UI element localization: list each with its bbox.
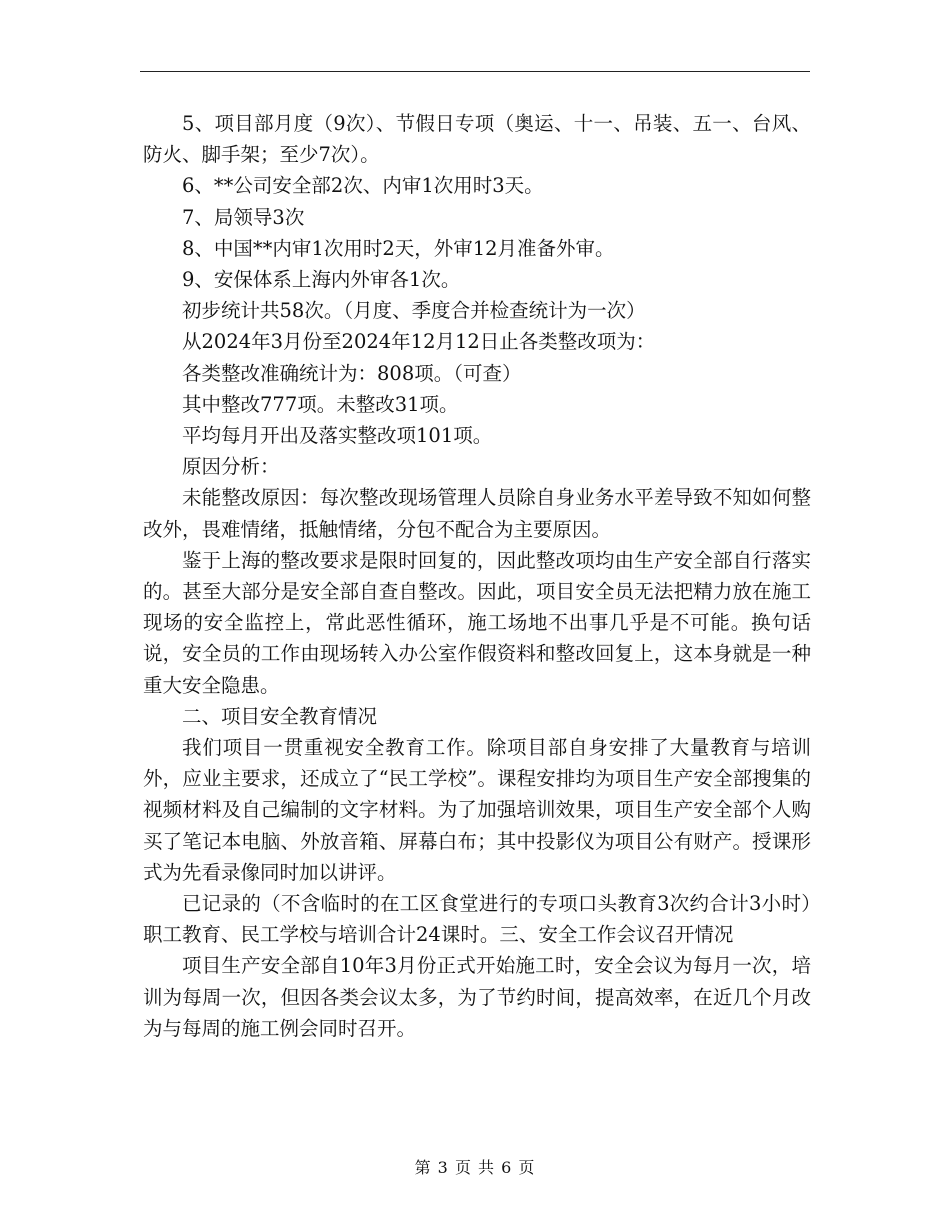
education-record-paragraph: 已记录的（不含临时的在工区食堂进行的专项口头教育3次约合计3小时）职工教育、民工学校与培训合计24课时。三、安全工作会议召开情况 [143,892,811,947]
list-item-7: 7、局领导3次 [182,205,305,229]
list-item-8: 8、中国**内审1次用时2天，外审12月准备外审。 [182,236,615,260]
safety-education-paragraph: 我们项目一贯重视安全教育工作。除项目部自身安排了大量教育与培训外，应业主要求，还成立了“民工学校”。课程安排均为项目生产安全部搜集的视频材料及自己编制的文字材料。为了加强培训效果，项目生产安全部个人购买了笔记本电脑、外放音箱、屏幕白布；其中投影仪为项目公有财产。授课形式为先看录像同时加以讲评。 [143,736,811,884]
list-item-9: 9、安保体系上海内外审各1次。 [182,268,461,292]
header-rule [140,71,810,72]
document-body [143,108,811,1044]
rectification-breakdown: 其中整改777项。未整改31项。 [182,392,459,416]
section-heading-safety-education: 二、项目安全教育情况 [182,704,378,728]
rectification-period: 从2024年3月份至2024年12月12日止各类整改项为： [182,330,656,354]
page-number: 第 3 页 共 6 页 [414,1158,536,1177]
rectification-total: 各类整改准确统计为：808项。（可查） [182,361,522,385]
shanghai-requirements-paragraph: 鉴于上海的整改要求是限时回复的，因此整改项均由生产安全部自行落实的。甚至大部分是安全部自查自整改。因此，项目安全员无法把精力放在施工现场的安全监控上，常此恶性循环，施工场地不出事几乎是不可能。换句话说，安全员的工作由现场转入办公室作假资料和整改回复上，这本身就是一种重大安全隐患。 [143,548,811,697]
cause-analysis-heading: 原因分析： [182,455,280,479]
rectification-monthly-average: 平均每月开出及落实整改项101项。 [182,424,493,448]
safety-meeting-paragraph: 项目生产安全部自10年3月份正式开始施工时，安全会议为每月一次，培训为每周一次，但因各类会议太多，为了节约时间，提高效率，在近几个月改为与每周的施工例会同时召开。 [143,954,811,1040]
list-item-6: 6、**公司安全部2次、内审1次用时3天。 [182,174,544,198]
list-item-5: 5、项目部月度（9次）、节假日专项（奥运、十一、吊装、五一、台风、防火、脚手架；至少7次）。 [143,112,811,167]
cause-analysis-paragraph: 未能整改原因：每次整改现场管理人员除自身业务水平差导致不知如何整改外，畏难情绪，抵触情绪，分包不配合为主要原因。 [143,486,811,541]
statistics-summary: 初步统计共58次。（月度、季度合并检查统计为一次） [182,299,646,323]
